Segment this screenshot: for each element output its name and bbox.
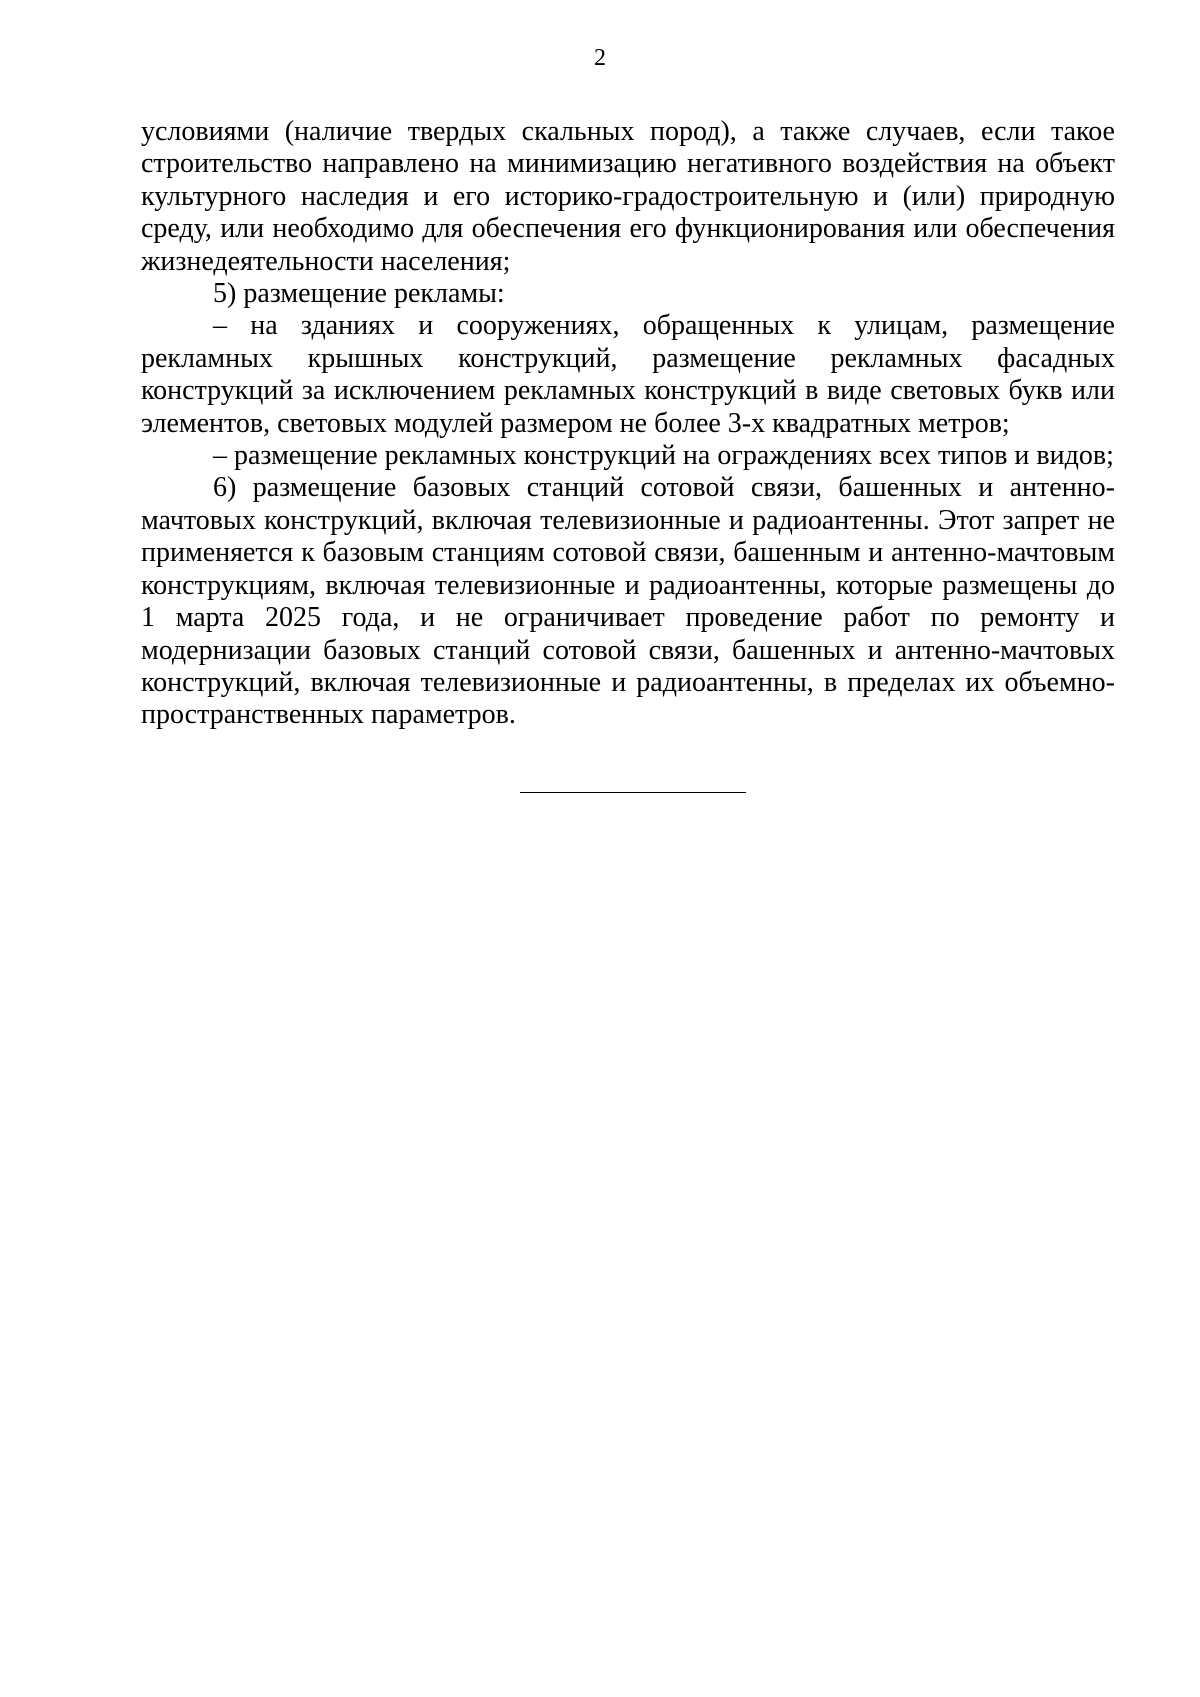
paragraph-continuation: условиями (наличие твердых скальных пород), а также случаев, если такое строительство направлено на минимизацию негативного воздействия на объект культурного наследия и его историко-градостроительную и (или) природную среду, или необходимо для обеспечения его функционирования или обеспечения жизнедеятельности населения; <box>141 116 1115 277</box>
page-number: 2 <box>594 45 606 71</box>
paragraph-dash-fences: – размещение рекламных конструкций на ограждениях всех типов и видов; <box>213 440 1114 472</box>
paragraph-dash-buildings: – на зданиях и сооружениях, обращенных к улицам, размещение рекламных крышных конструкций, размещение рекламных фасадных конструкций за исключением рекламных конструкций в виде световых букв или элементов, световых модулей размером не более 3-х квадратных метров; <box>141 310 1115 439</box>
end-separator-line <box>520 792 746 793</box>
paragraph-item-6-base-stations: 6) размещение базовых станций сотовой связи, башенных и антенно-мачтовых конструкций, включая телевизионные и радиоантенны. Этот запрет не применяется к базовым станциям сотовой связи, башенным и антенно-мачтовым конструкциям, включая телевизионные и радиоантенны, которые размещены до 1 марта 2025 года, и не ограничивает проведение работ по ремонту и модернизации базовых станций сотовой связи, башенных и антенно-мачтовых конструкций, включая телевизионные и радиоантенны, в пределах их объемно- пространственных параметров. <box>141 472 1115 731</box>
paragraph-item-5-advertising: 5) размещение рекламы: <box>213 278 505 310</box>
document-body <box>141 116 1115 732</box>
